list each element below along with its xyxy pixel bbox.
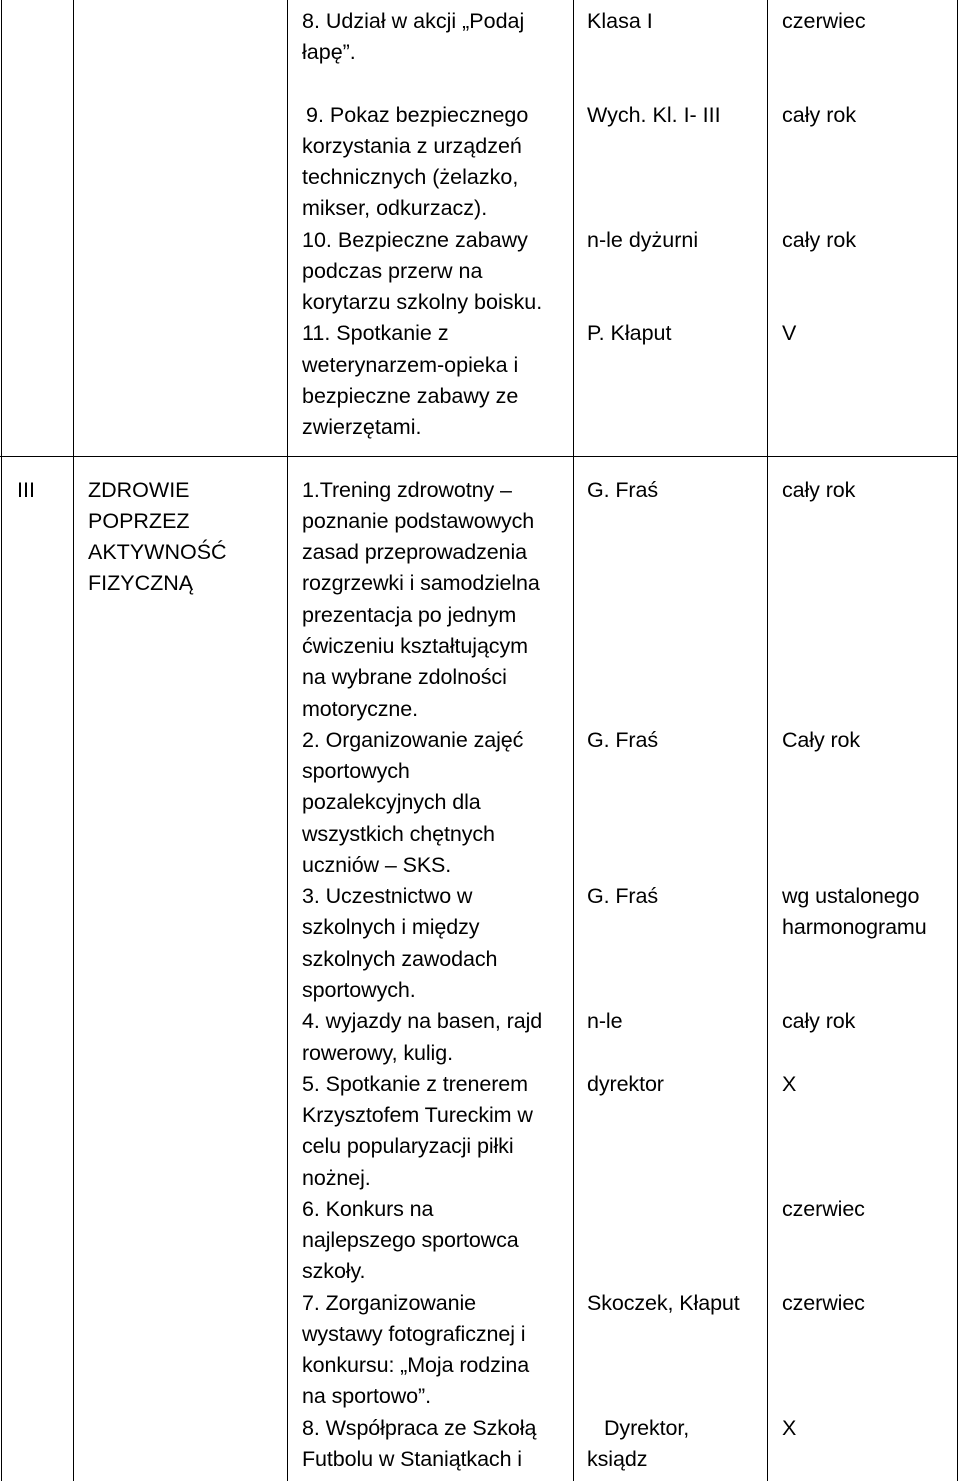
activity-line: korzystania z urządzeń: [302, 134, 522, 158]
responsible-line: P. Kłaput: [587, 321, 672, 345]
activity-line: rozgrzewki i samodzielna: [302, 571, 540, 595]
activity-line: 4. wyjazdy na basen, rajd: [302, 1009, 543, 1033]
activity-line: szkolnych i między: [302, 915, 480, 939]
activity-line: najlepszego sportowca: [302, 1228, 519, 1252]
activity-line: korytarzu szkolny boisku.: [302, 290, 543, 314]
table-border-right: [957, 0, 958, 1481]
table-border-col2: [287, 0, 288, 1481]
activity-line: 9. Pokaz bezpiecznego: [306, 103, 529, 127]
activity-line: technicznych (żelazko,: [302, 165, 519, 189]
activity-line: szkolnych zawodach: [302, 947, 498, 971]
responsible-line: n-le dyżurni: [587, 228, 699, 252]
activity-line: weterynarzem-opieka i: [302, 353, 519, 377]
activity-line: prezentacja po jednym: [302, 603, 517, 627]
date-line: cały rok: [782, 228, 857, 252]
activity-line: bezpieczne zabawy ze: [302, 384, 519, 408]
section-title-line: FIZYCZNĄ: [88, 571, 194, 595]
responsible-klasa: Klasa I: [587, 9, 653, 33]
activity-line: 2. Organizowanie zajęć: [302, 728, 524, 752]
activity-line: rowerowy, kulig.: [302, 1041, 453, 1065]
table-border-col4: [767, 0, 768, 1481]
date-line: Cały rok: [782, 728, 861, 752]
activity-line: pozalekcyjnych dla: [302, 790, 481, 814]
table-border-col1: [73, 0, 74, 1481]
table-border-col3: [573, 0, 574, 1481]
activity-line: wystawy fotograficznej i: [302, 1322, 526, 1346]
date-line: wg ustalonego: [782, 884, 920, 908]
activity-line: szkoły.: [302, 1259, 366, 1283]
date-line: cały rok: [782, 103, 857, 127]
activity-line: 11. Spotkanie z: [302, 321, 449, 345]
activity-line: zasad przeprowadzenia: [302, 540, 527, 564]
activity-line: podczas przerw na: [302, 259, 483, 283]
activity-8-line2: łapę”.: [302, 40, 356, 64]
activity-line: 1.Trening zdrowotny –: [302, 478, 512, 502]
activity-line: 5. Spotkanie z trenerem: [302, 1072, 528, 1096]
section-title-line: ZDROWIE: [88, 478, 190, 502]
activity-line: konkursu: „Moja rodzina: [302, 1353, 530, 1377]
section-number: III: [17, 478, 35, 502]
activity-line: 8. Współpraca ze Szkołą: [302, 1416, 537, 1440]
responsible-line: G. Fraś: [587, 728, 658, 752]
responsible-line: Dyrektor,: [604, 1416, 690, 1440]
activity-line: sportowych: [302, 759, 410, 783]
activity-line: 6. Konkurs na: [302, 1197, 434, 1221]
activity-line: 3. Uczestnictwo w: [302, 884, 473, 908]
section-title-line: POPRZEZ: [88, 509, 190, 533]
activity-line: na sportowo”.: [302, 1384, 431, 1408]
table-border-left: [1, 0, 2, 1481]
activity-line: sportowych.: [302, 978, 416, 1002]
date-line: X: [782, 1416, 797, 1440]
date-line: czerwiec: [782, 1197, 865, 1221]
activity-line: Futbolu w Staniątkach i: [302, 1447, 522, 1471]
date-line: X: [782, 1072, 797, 1096]
activity-line: nożnej.: [302, 1166, 371, 1190]
date-line: czerwiec: [782, 1291, 865, 1315]
section-title-line: AKTYWNOŚĆ: [88, 540, 227, 564]
activity-line: wszystkich chętnych: [302, 822, 495, 846]
date-line: cały rok: [782, 478, 856, 502]
activity-line: mikser, odkurzacz).: [302, 196, 488, 220]
responsible-line: dyrektor: [587, 1072, 664, 1096]
activity-8-line1: 8. Udział w akcji „Podaj: [302, 9, 525, 33]
responsible-line: Wych. Kl. I- III: [587, 103, 721, 127]
date-line: cały rok: [782, 1009, 856, 1033]
activity-line: 7. Zorganizowanie: [302, 1291, 476, 1315]
responsible-line: G. Fraś: [587, 884, 658, 908]
activity-line: uczniów – SKS.: [302, 853, 452, 877]
date-line: harmonogramu: [782, 915, 927, 939]
activity-line: motoryczne.: [302, 697, 418, 721]
date-czerwiec: czerwiec: [782, 9, 866, 33]
activity-line: poznanie podstawowych: [302, 509, 535, 533]
responsible-line: ksiądz: [587, 1447, 648, 1471]
responsible-line: Skoczek, Kłaput: [587, 1291, 740, 1315]
responsible-line: G. Fraś: [587, 478, 658, 502]
activity-line: ćwiczeniu kształtującym: [302, 634, 528, 658]
activity-line: zwierzętami.: [302, 415, 422, 439]
activity-line: celu popularyzacji piłki: [302, 1134, 514, 1158]
table-row-divider: [0, 456, 958, 457]
activity-line: na wybrane zdolności: [302, 665, 507, 689]
date-line: V: [782, 321, 797, 345]
activity-line: 10. Bezpieczne zabawy: [302, 228, 528, 252]
responsible-line: n-le: [587, 1009, 623, 1033]
activity-line: Krzysztofem Tureckim w: [302, 1103, 533, 1127]
